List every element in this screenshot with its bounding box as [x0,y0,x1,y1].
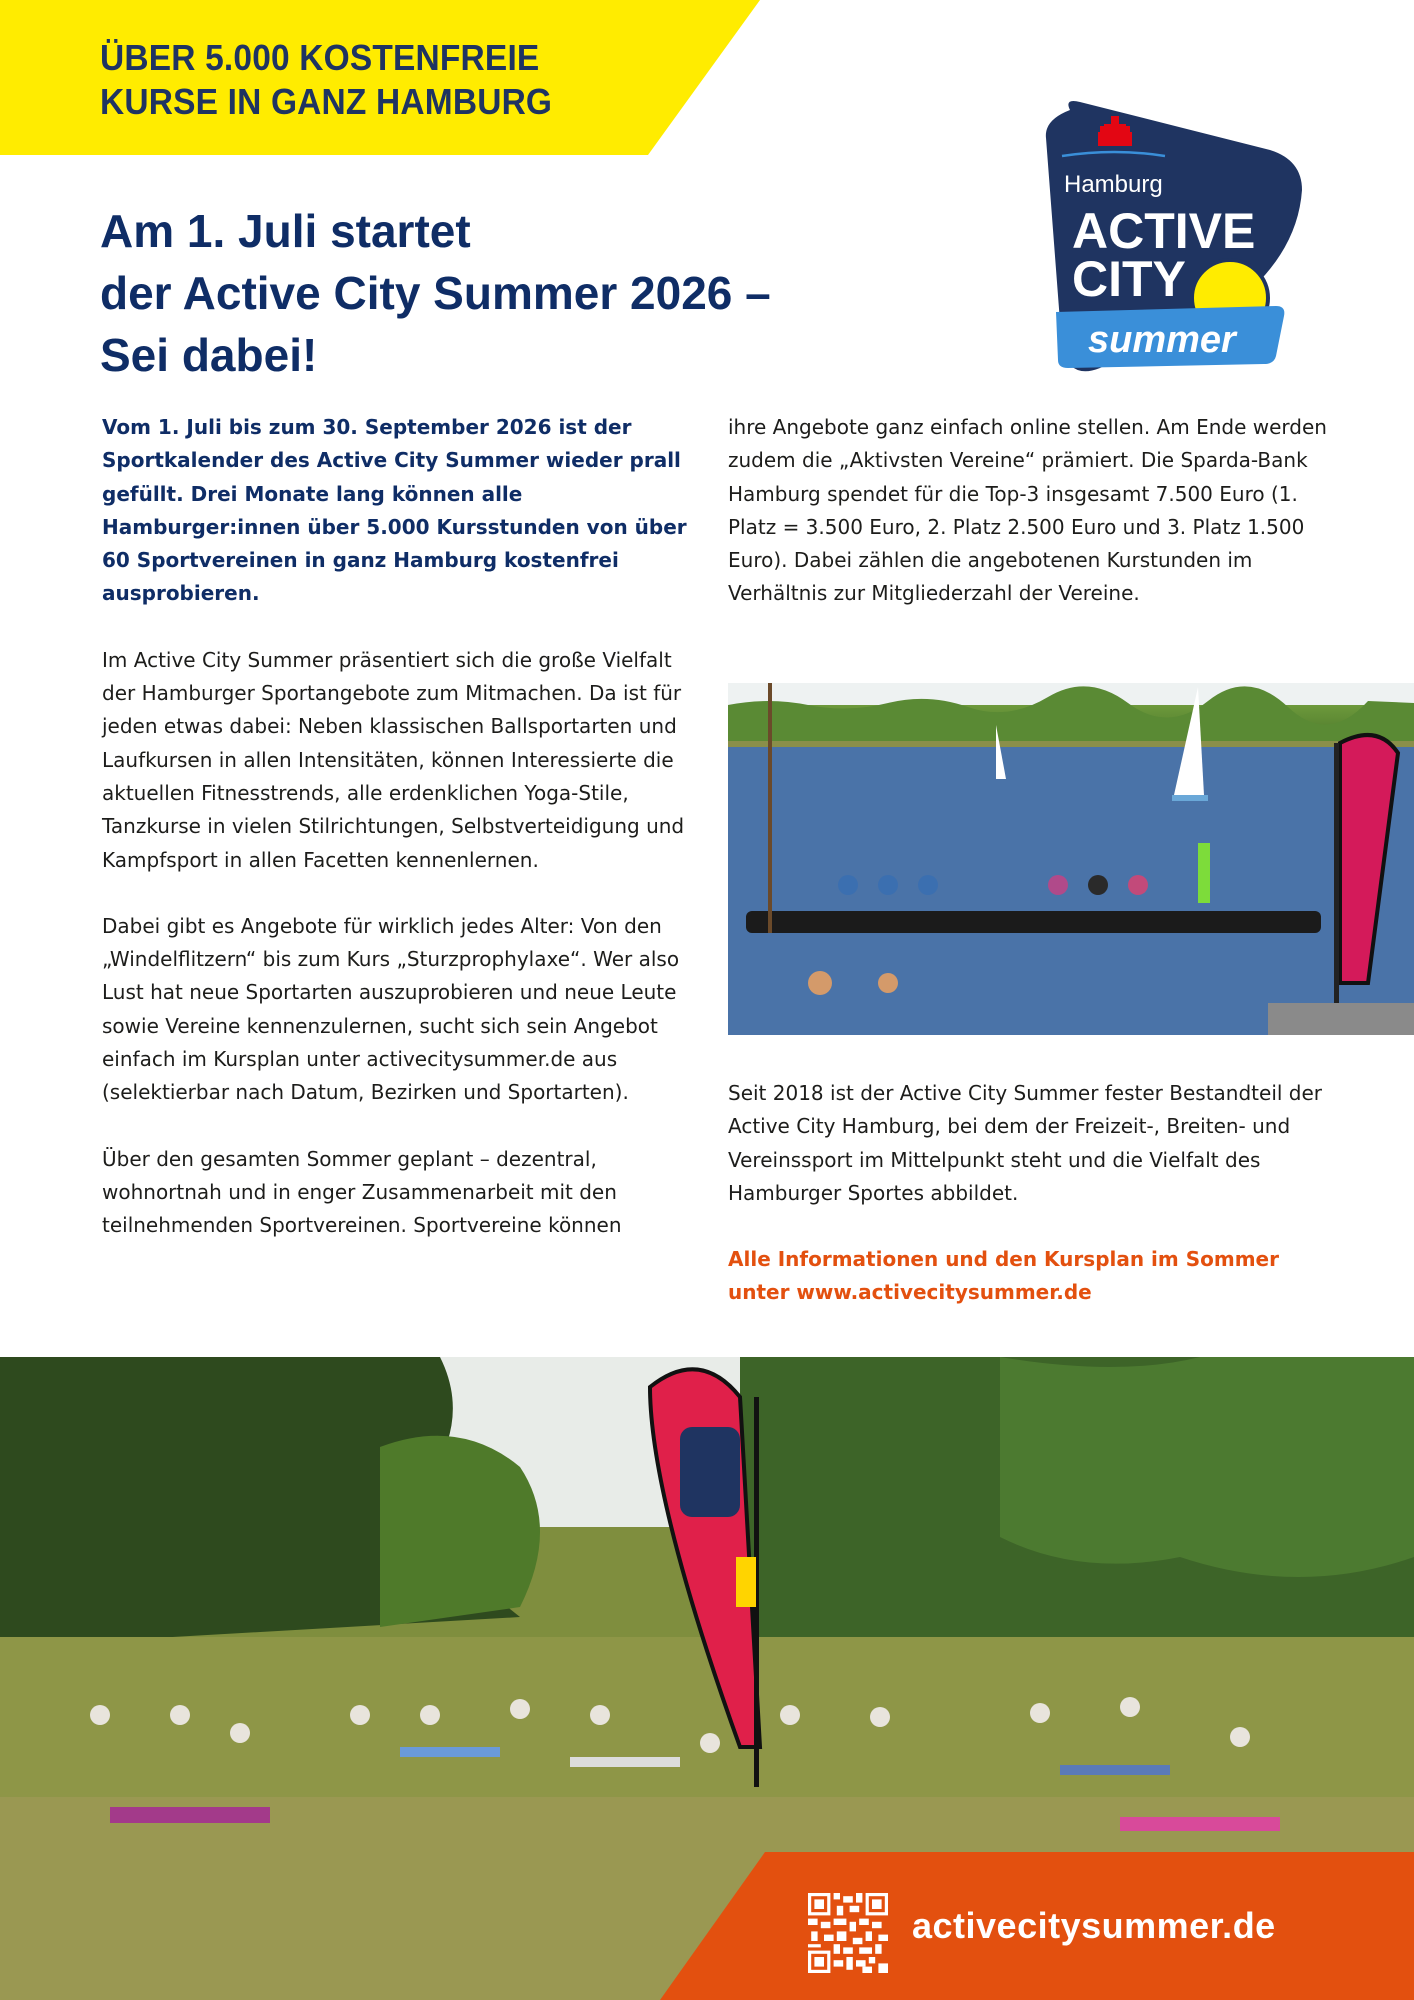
headline-line-3: Sei dabei! [100,329,318,381]
right-column-lower [728,1077,1338,1310]
banner-line-2: KURSE IN GANZ HAMBURG [100,81,553,122]
logo-city: Hamburg [1064,171,1163,198]
headline-line-2: der Active City Summer 2026 – [100,267,771,319]
active-city-summer-logo [1040,98,1330,378]
footer-website-link[interactable]: activecitysummer.de [912,1905,1276,1946]
logo-summer: summer [1088,319,1236,361]
info-link[interactable]: Alle Informationen und den Kursplan im Sommer unter www.activecitysummer.de [728,1247,1279,1305]
banner-headline [100,36,552,124]
logo-active: ACTIVE [1072,203,1256,259]
page-title [100,200,980,386]
logo-city-word: CITY [1072,251,1186,307]
lead-paragraph: Vom 1. Juli bis zum 30. September 2026 ist der Sportkalender des Active City Summer wieder prall gefüllt. Drei Monate lang können alle Hamburger:innen über 5.000 Kursstunden von über 60 Sportvereinen in ganz Hamburg kostenfrei ausprobieren. [102,415,687,606]
paragraph-planning: Über den gesamten Sommer geplant – dezentral, wohnortnah und in enger Zusammenarbeit mit den teilnehmenden Sportvereinen. Sportvereine können [102,1146,622,1238]
paragraph-variety: Im Active City Summer präsentiert sich die große Vielfalt der Hamburger Sportangebote zum Mitmachen. Da ist für jeden etwas dabei: Neben klassischen Ballsportarten und Laufkursen in allen Intensitäten, können Interessierte die aktuellen Fitnesstrends, alle erdenklichen Yoga-Stile, Tanzkurse in vielen Stilrichtungen, Selbstverteidigung und Kampfsport in allen Facetten kennenlernen. [102,647,685,872]
dragon-boat [746,911,1321,933]
banner-line-1: ÜBER 5.000 KOSTENFREIE [100,37,540,78]
qr-code-icon[interactable] [808,1893,888,1973]
right-column [728,411,1338,611]
paragraph-ages: Dabei gibt es Angebote für wirklich jedes Alter: Von den „Windelflitzern“ bis zum Kurs „Sturzprophylaxe“. Wer also Lust hat neue Sportarten auszuprobieren und neue Leute sowie Vereine kennenzulernen, sucht sich sein Angebot einfach im Kursplan unter activecitysummer.de aus (selektierbar nach Datum, Bezirken und Sportarten). [102,913,680,1105]
lake-photo [728,683,1414,1035]
paragraph-awards: ihre Angebote ganz einfach online stellen. Am Ende werden zudem die „Aktivsten Vereine“ prämiert. Die Sparda-Bank Hamburg spendet für die Top-3 insgesamt 7.500 Euro (1. Platz = 3.500 Euro, 2. Platz 2.500 Euro und 3. Platz 1.500 Euro). Dabei zählen die angebotenen Kurstunden im Verhältnis zur Mitgliederzahl der Vereine. [728,415,1327,606]
paragraph-history: Seit 2018 ist der Active City Summer fester Bestandteil der Active City Hamburg, bei dem der Freizeit-, Breiten- und Vereinssport im Mittelpunkt steht und die Vielfalt des Hamburger Sportes abbildet. [728,1081,1323,1205]
dragon-boat-scene [728,683,1414,1035]
headline-line-1: Am 1. Juli startet [100,205,471,257]
left-column [102,411,692,1243]
